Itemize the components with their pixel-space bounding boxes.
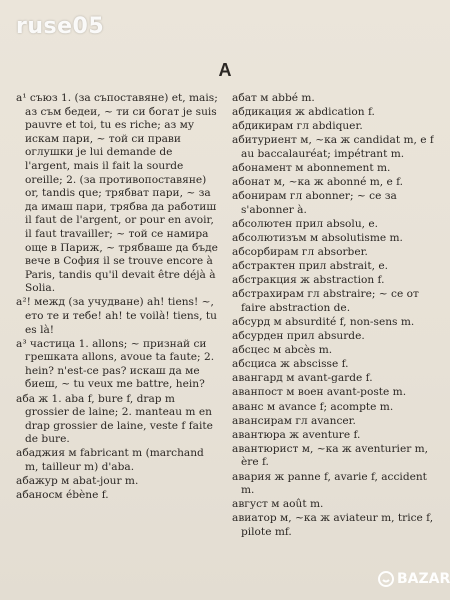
right-column (232, 92, 434, 592)
dict-entry: а²! межд (за учудване) ah! tiens! ~, ето те и тебе! ah! te voilà! tiens, tu es là! (16, 296, 217, 336)
dict-entry: абсорбирам гл absorber. (232, 246, 368, 259)
dict-entry: абдикирам гл abdiquer. (232, 120, 363, 133)
dict-entry: абсурден прил absurde. (232, 330, 365, 343)
dict-entry: абстрактен прил abstrait, e. (232, 260, 388, 273)
dict-entry: авиатор м, ~ка ж aviateur m, trice f, pilote mf. (232, 512, 434, 538)
left-column (16, 92, 218, 592)
dict-entry: абсцес м abcès m. (232, 344, 333, 357)
dict-entry: авансирам гл avancer. (232, 414, 356, 427)
dict-entry: абажур м abat-jour m. (16, 475, 139, 488)
dict-entry: авария ж panne f, avarie f, accident m. (232, 470, 427, 497)
bazar-logo-icon (378, 571, 394, 587)
dict-entry: абонат м, ~ка ж abonné m, e f. (232, 176, 404, 189)
dict-entry: абаджия м fabricant m (marchand m, tailleur m) d'aba. (16, 447, 204, 474)
dict-entry: авантюра ж aventure f. (232, 428, 361, 441)
bazar-logo-text: BAZAR (397, 571, 450, 587)
dict-entry: абат м abbé m. (232, 92, 315, 104)
dict-entry: аба ж 1. aba f, bure f, drap m grossier de laine; 2. manteau m en drap grossier de laine, veste f faite de bure. (16, 392, 213, 446)
dict-entry: а¹ съюз 1. (за съпоставяне) et, mais; аз съм бедеи, ~ ти си богат je suis pauvre et toi, tu es riche; аз му искам пари, ~ той си прави оглушки je lui demande de l'argent, mais il fait la sourde oreille; 2. (за противопоставяне) or, tandis que; трябват пари, ~ за да имаш пари, трябва да работиш il faut de l'argent, or pour en avoir, il faut travailler; ~ той се намира още в Париж, ~ трябваше да бъде вече в София il se trouve encore à Paris, tandis qu'il devait être déjà à Solia. (16, 92, 218, 295)
dict-entry: абаносм ébène f. (16, 489, 109, 502)
dict-entry: абонирам гл abonner; ~ се за s'abonner à. (232, 190, 397, 216)
letter-heading: А (218, 60, 232, 80)
dict-entry: абсолютен прил absolu, e. (232, 217, 379, 230)
dict-entry: абсциса ж abscisse f. (232, 358, 349, 371)
dict-entry: август м août m. (232, 498, 324, 511)
dict-entry: авантюрист м, ~ка ж aventurier m, ère f. (232, 442, 429, 469)
dict-entry: абстрахирам гл abstraire; ~ се от faire abstraction de. (232, 288, 419, 314)
dict-entry: абдикация ж abdication f. (232, 106, 375, 119)
dictionary-columns (16, 92, 436, 592)
dict-entry: а³ частица 1. allons; ~ признай си грешката allons, avoue ta faute; 2. hein? n'est-ce pas? искаш да ме биеш, ~ tu veux me battre, hein? (16, 337, 215, 391)
watermark: ruse05 (16, 14, 105, 39)
dict-entry: аванпост м воен avant-poste m. (232, 386, 407, 399)
dict-entry: авангард м avant-garde f. (232, 372, 373, 385)
dict-entry: абсолютизъм м absolutisme m. (232, 231, 403, 244)
dict-entry: аванс м avance f; acompte m. (232, 400, 394, 413)
dict-entry: абонамент м abonnement m. (232, 161, 391, 174)
dict-entry: абсурд м absurdité f, non-sens m. (232, 316, 415, 328)
bazar-logo (378, 566, 450, 592)
dict-entry: абстракция ж abstraction f. (232, 274, 385, 287)
dict-entry: абитуриент м, ~ка ж candidat m, e f au baccalauréat; impétrant m. (232, 134, 434, 160)
